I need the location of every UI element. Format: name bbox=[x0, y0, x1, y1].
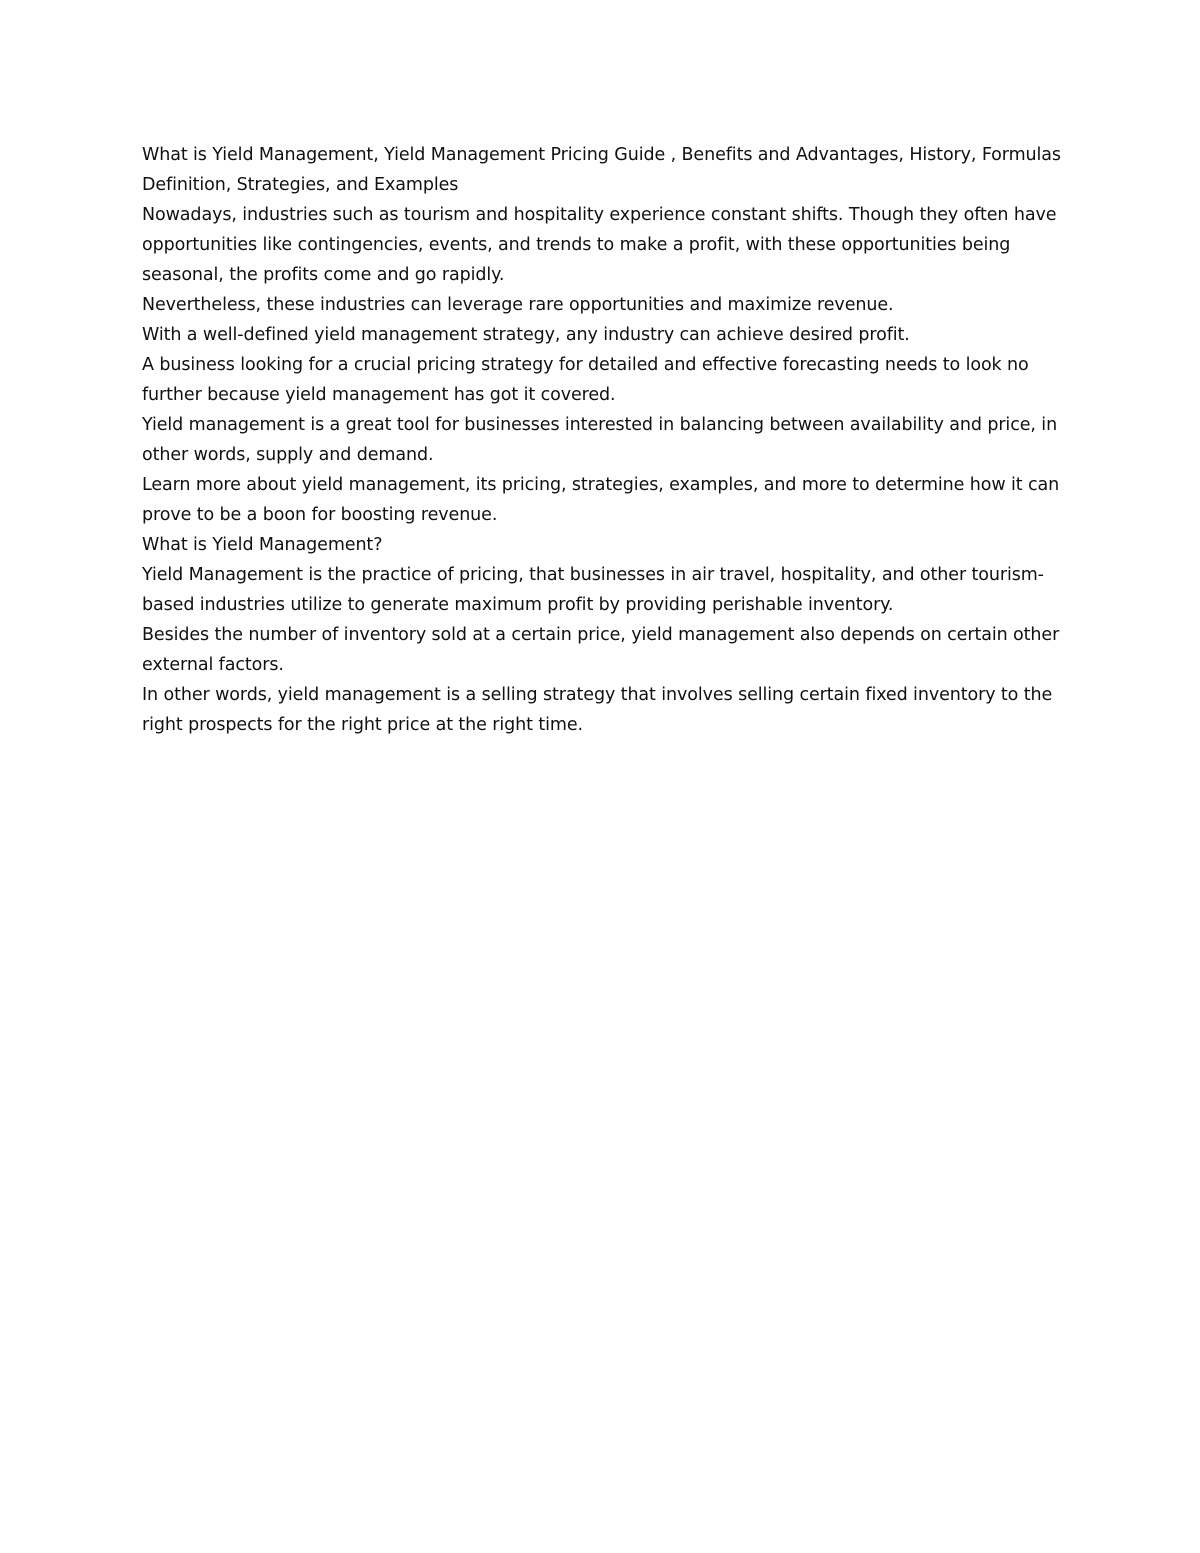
paragraph: Nowadays, industries such as tourism and hospitality experience constant shifts. Though they often have opportunities like contingencies, events, and trends to make a profit, with these opportunities being seasonal, the profits come and go rapidly. bbox=[142, 205, 1057, 285]
document-title: What is Yield Management, Yield Management Pricing Guide , Benefits and Advantages, History, Formulas Definition, Strategies, and Examples bbox=[142, 145, 1061, 195]
paragraph: Yield management is a great tool for businesses interested in balancing between availability and price, in other words, supply and demand. bbox=[142, 415, 1058, 465]
document-body bbox=[142, 140, 1062, 740]
paragraph: Nevertheless, these industries can leverage rare opportunities and maximize revenue. bbox=[142, 295, 894, 315]
paragraph: In other words, yield management is a selling strategy that involves selling certain fixed inventory to the right prospects for the right price at the right time. bbox=[142, 685, 1053, 735]
paragraph: Learn more about yield management, its pricing, strategies, examples, and more to determine how it can prove to be a boon for boosting revenue. bbox=[142, 475, 1060, 525]
paragraph: Yield Management is the practice of pricing, that businesses in air travel, hospitality, and other tourism-based industries utilize to generate maximum profit by providing perishable inventory. bbox=[142, 565, 1044, 615]
section-heading: What is Yield Management? bbox=[142, 535, 383, 555]
paragraph: Besides the number of inventory sold at a certain price, yield management also depends on certain other external factors. bbox=[142, 625, 1060, 675]
paragraph: A business looking for a crucial pricing strategy for detailed and effective forecasting needs to look no further because yield management has got it covered. bbox=[142, 355, 1029, 405]
paragraph: With a well-defined yield management strategy, any industry can achieve desired profit. bbox=[142, 325, 910, 345]
